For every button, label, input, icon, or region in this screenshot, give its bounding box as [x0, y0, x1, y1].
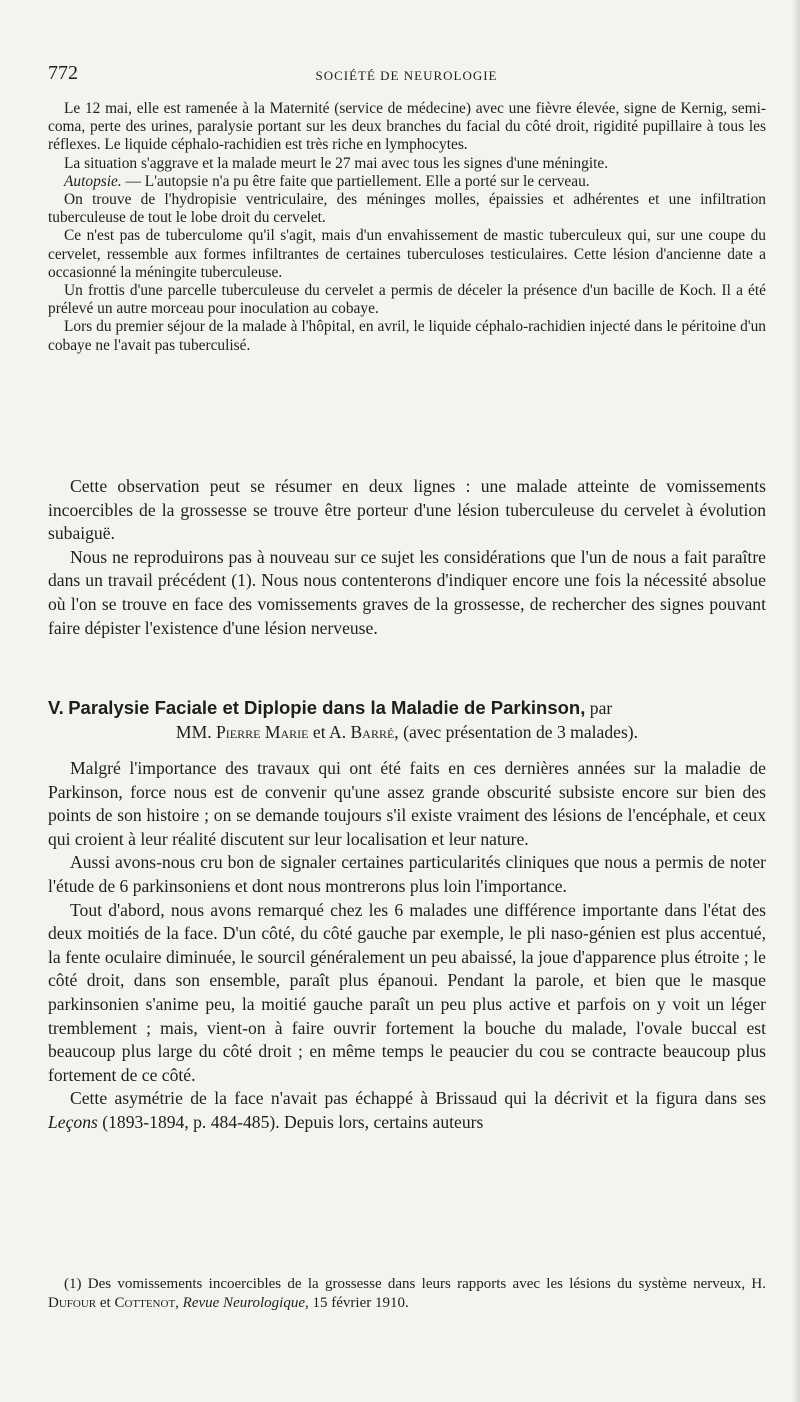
body-paragraph: Aussi avons-nous cru bon de signaler certaines particularités cliniques que nous a permis de noter l'étude de 6 parkinsoniens et dont nous montrerons plus loin l'importance. [48, 852, 766, 896]
conclusion-paragraph: Nous ne reproduirons pas à nouveau sur ce sujet les considérations que l'un de nous a fait paraître dans un travail précédent (1). Nous nous contenterons d'indiquer encore une fois la nécessité absolue où l'on se trouve en face des vomissements graves de la grossesse, de rechercher des signes pouvant faire dépister l'existence d'une lésion nerveuse. [48, 546, 766, 638]
page-number: 772 [48, 62, 78, 84]
footnote-text [48, 1275, 766, 1312]
footnote-date: , 15 février 1910. [305, 1294, 409, 1311]
footnote-journal: Revue Neurologique [182, 1294, 305, 1311]
section-authors [176, 722, 638, 742]
footnote-lead: (1) Des vomissements incoercibles de la grossesse dans leurs rapports avec les lésions du système nerveux, H. [64, 1276, 766, 1292]
autopsy-label: Autopsie. [64, 172, 122, 190]
footnote-author-dufour: Dufour [48, 1294, 97, 1311]
conclusion [48, 475, 766, 640]
observation-paragraph: Un frottis d'une parcelle tuberculeuse du cervelet a permis de déceler la présence d'un bacille de Koch. Il a été prélevé un autre morceau pour inoculation au cobaye. [48, 282, 766, 318]
autopsy-paragraph [48, 173, 766, 191]
section-title-line [48, 696, 766, 720]
running-head: SOCIÉTÉ DE NEUROLOGIE [315, 68, 498, 83]
lecons-title: Leçons [48, 1111, 98, 1132]
observation-paragraph: Ce n'est pas de tuberculome qu'il s'agit, mais d'un envahissement de mastic tuberculeux qui, sur une coupe du cervelet, ressemble aux formes infiltrantes de certaines tuberculoses testiculaires. Cette lésion d'ancienne date a occasionné la méningite tuberculeuse. [48, 227, 766, 281]
section-number: V. [48, 697, 64, 718]
footnote-and: et [96, 1294, 115, 1311]
footnote [48, 1275, 766, 1312]
authors-prefix: MM. [175, 722, 217, 742]
observation-paragraph: On trouve de l'hydropisie ventriculaire, des méninges molles, épaissies et adhérentes et une infiltration tuberculeuse de tout le lobe droit du cervelet. [48, 191, 766, 227]
article-body [48, 757, 766, 1135]
page-header [48, 62, 765, 90]
body-text: (1893-1894, p. 484-485). Depuis lors, certains auteurs [97, 1111, 484, 1132]
conclusion-paragraph: Cette observation peut se résumer en deux lignes : une malade atteinte de vomissements incoercibles de la grossesse se trouve être porteur d'une lésion tuberculeuse du cervelet à évolution subaiguë. [48, 476, 766, 544]
footnote-author-cottenot: Cottenot [114, 1294, 176, 1311]
author-pierre-marie: Pierre Marie [216, 722, 309, 742]
authors-and: et A. [308, 722, 351, 742]
author-barre: Barré [350, 722, 395, 742]
body-paragraph: Tout d'abord, nous avons remarqué chez les 6 malades une différence importante dans l'état des deux moitiés de la face. D'un côté, du côté gauche par exemple, le pli naso-génien est plus accentué, la fente oculaire diminuée, le sourcil généralement un peu abaissé, la joue d'apparence plus étroite ; le côté droit, dans son ensemble, paraît plus épanoui. Pendant la parole, et bien que le masque parkinsonien s'anime peu, la moitié gauche paraît un peu plus active et parfois on y voit un léger tremblement ; mais, vient-on à faire ouvrir fortement la bouche du malade, l'ovale buccal est beaucoup plus large du côté droit ; en même temps le peaucier du cou se contracte beaucoup plus fortement de ce côté. [48, 899, 766, 1085]
observation-paragraph: Lors du premier séjour de la malade à l'hôpital, en avril, le liquide céphalo-rachidien injecté dans le péritoine d'un cobaye ne l'avait pas tuberculisé. [48, 318, 766, 354]
authors-suffix: , (avec présentation de 3 malades). [394, 722, 639, 742]
scan-edge-shadow [792, 0, 800, 1402]
section-heading [48, 696, 766, 744]
footnote-sep: , [175, 1294, 183, 1311]
body-paragraph: Malgré l'importance des travaux qui ont été faits en ces dernières années sur la maladie de Parkinson, force nous est de convenir qu'une assez grande obscurité subsiste encore sur bien des points de son histoire ; on se demande toujours s'il existe vraiment des lésions de l'encéphale, et ceux qui croient à leur réalité discutent sur leur localisation et leur nature. [48, 758, 766, 849]
case-observation [48, 100, 766, 355]
section-par: par [589, 698, 613, 718]
body-text: Cette asymétrie de la face n'avait pas échappé à Brissaud qui la décrivit et la figura dans ses [70, 1088, 766, 1109]
body-paragraph [48, 1087, 766, 1134]
section-title: Paralysie Faciale et Diplopie dans la Maladie de Parkinson, [68, 697, 586, 718]
autopsy-text: — L'autopsie n'a pu être faite que partiellement. Elle a porté sur le cerveau. [121, 172, 590, 190]
observation-paragraph: La situation s'aggrave et la malade meurt le 27 mai avec tous les signes d'une méningite. [64, 154, 609, 172]
observation-paragraph: Le 12 mai, elle est ramenée à la Maternité (service de médecine) avec une fièvre élevée, signe de Kernig, semi-coma, perte des urines, paralysie portant sur les deux branches du facial du côté droit, rigidité pupillaire à tous les réflexes. Le liquide céphalo-rachidien est très riche en lymphocytes. [48, 100, 766, 154]
